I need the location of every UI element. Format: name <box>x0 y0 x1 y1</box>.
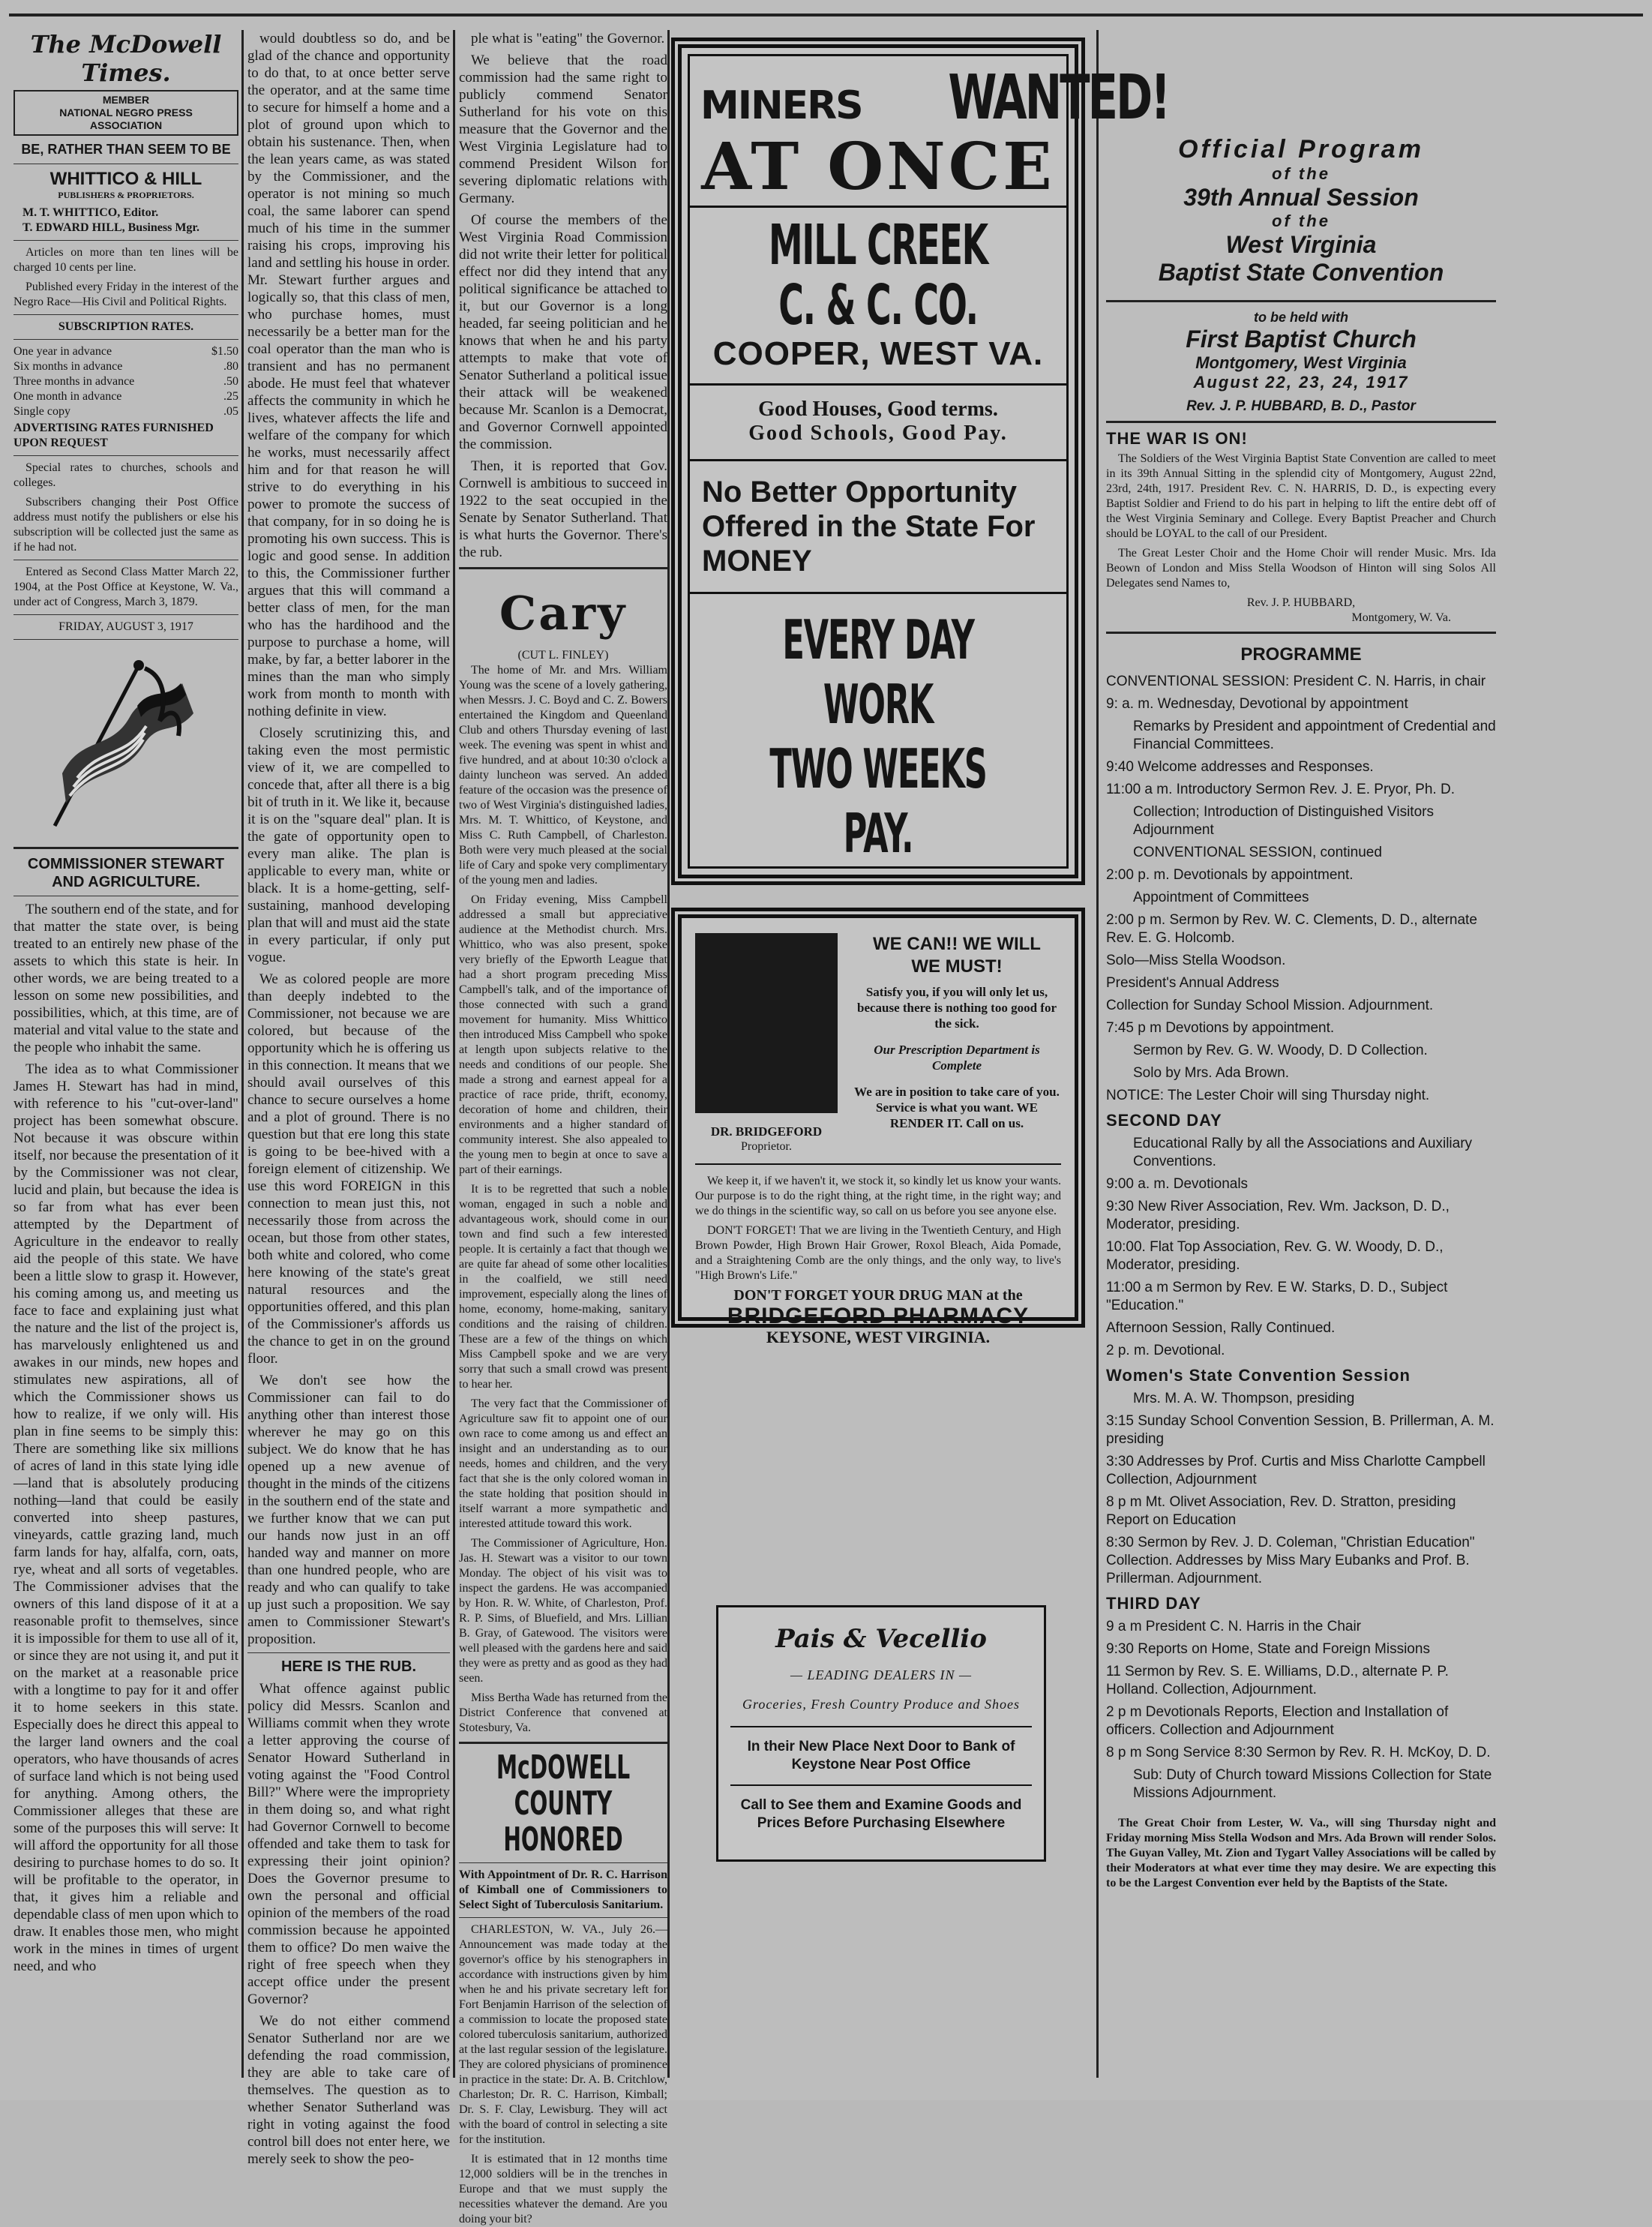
church-name: First Baptist Church <box>1186 326 1417 353</box>
program-state: West Virginia <box>1225 231 1377 258</box>
proprietor-title: Proprietor. <box>741 1140 792 1153</box>
pharmacy-name: BRIDGEFORD PHARMACY <box>727 1304 1030 1328</box>
article-paragraph: Then, it is reported that Gov. Cornwell is ambitious to succeed in 1922 to the seat occupied in the Senate by Senator Sutherland. That is what hurts the Governor. There's the rub. <box>459 458 667 560</box>
divider <box>13 847 238 849</box>
member-line: NATIONAL NEGRO PRESS <box>59 107 193 119</box>
programme-item: Sermon by Rev. G. W. Woody, D. D Collection. <box>1133 1043 1428 1058</box>
programme-item: President's Annual Address <box>1106 975 1279 991</box>
flag-icon <box>32 653 220 833</box>
satisfy-text: Satisfy you, if you will only let us, because there is nothing too good for the sick. <box>856 985 1057 1031</box>
programme-item: Solo—Miss Stella Woodson. <box>1106 953 1286 968</box>
programme-item: NOTICE: The Lester Choir will sing Thursday night. <box>1106 1088 1430 1103</box>
opportunity-line: Offered in the State For <box>702 510 1036 543</box>
programme-item: 9:30 Reports on Home, State and Foreign Missions <box>1106 1641 1430 1657</box>
programme-item: 2:00 p m. Sermon by Rev. W. C. Clements, D. D., alternate Rev. E. G. Holcomb. <box>1106 912 1477 946</box>
wanted-label: WANTED! <box>947 62 1168 134</box>
choir-text: The Great Lester Choir and the Home Choir will render Music. Mrs. Ida Beown of London and Miss Stella Woodson of Hinton will sing Solos All Delegates send Names to, <box>1106 547 1496 590</box>
rate-value: $1.50 <box>211 345 238 358</box>
prescription-text: Our Prescription Department is Complete <box>874 1043 1040 1073</box>
pais-place: In their New Place Next Door to Bank of Keystone Near Post Office <box>747 1739 1015 1772</box>
programme-item: 9:30 New River Association, Rev. Wm. Jackson, D. D., Moderator, presiding. <box>1106 1199 1450 1232</box>
article-paragraph: It is to be regretted that such a noble woman, engaged in such a noble and advantageous work, should come in our town and find such a few interested people. It is certainly a fact that though we are quite far ahead of some other localities in the coalfield, we still need improvement, especially along the lines of home, economy, home-making, sanitary conditions and the raising of children. These are a few of the things on which Miss Campbell spoke and we are very sorry that such a small crowd was present to hear her. <box>459 1183 667 1391</box>
rate-label: Six months in advance <box>13 360 123 373</box>
articles-note: Articles on more than ten lines will be charged 10 cents per line. <box>13 246 238 274</box>
pais-vecellio-ad <box>716 1605 1046 1862</box>
pharmacy-pitch <box>853 933 1061 1154</box>
column-rule <box>1096 30 1099 2078</box>
programme-item: Educational Rally by all the Associations and Auxiliary Conventions. <box>1133 1136 1473 1169</box>
programme-item: Remarks by President and appointment of Credential and Financial Committees. <box>1133 719 1496 752</box>
pharmacy-city: KEYSONE, WEST VIRGINIA. <box>766 1328 991 1346</box>
programme-item: 7:45 p m Devotions by appointment. <box>1106 1020 1335 1036</box>
divider <box>730 1726 1032 1727</box>
program-title: Official Program <box>1178 135 1424 164</box>
programme-item: 9: a. m. Wednesday, Devotional by appointment <box>1106 696 1408 712</box>
keep-text: We keep it, if we haven't it, we stock it, so kindly let us know your wants. Our purpose is to do the right thing, at the right time, in the right way; and we do things in the scientific way, so call on us before you see anyone else. <box>695 1175 1061 1217</box>
rate-label: One month in advance <box>13 390 122 403</box>
rate-label: Single copy <box>13 405 70 418</box>
article-paragraph: What offence against public policy did Messrs. Scanlon and Williams commit when they wrote a letter approving the course of Senator Howard Sutherland in voting against the "Food Control Bill?" Where were the impropriety in them doing so, and what right had Governor Cornwell to become offended and take them to task for expressing their joint opinion? Does the Governor presume to own the personal and official opinion of the members of the road commission because he appointed them to office? Do men waive the right of free speech when they accept office under the present Governor? <box>247 1681 450 2007</box>
divider <box>690 592 1066 594</box>
programme-item: 3:30 Addresses by Prof. Curtis and Miss Charlotte Campbell Collection, Adjournment <box>1106 1454 1486 1487</box>
pais-title: Pais & Vecellio <box>775 1624 987 1654</box>
member-line: MEMBER <box>102 94 150 106</box>
mcdowell-deck: With Appointment of Dr. R. C. Harrison of Kimball one of Commissioners to Select Sight of Tuberculosis Sanitarium. <box>459 1868 667 1911</box>
programme-item: 11:00 a m Sermon by Rev. E W. Starks, D. D., Subject "Education." <box>1106 1280 1448 1313</box>
pais-call: Call to See them and Examine Goods and Prices Before Purchasing Elsewhere <box>740 1797 1022 1831</box>
rates-header: SUBSCRIPTION RATES. <box>58 320 194 333</box>
firm-subtitle: PUBLISHERS & PROPRIETORS. <box>58 190 194 200</box>
cary-title: Cary <box>499 586 628 641</box>
programme-item: CONVENTIONAL SESSION: President C. N. Harris, in chair <box>1106 674 1486 689</box>
rates-list <box>13 344 238 419</box>
article-paragraph: We believe that the road commission had the same right to publicly commend Senator Sutherland for his vote on this measure that the Governor and the West Virginia Legislature had to commend President Wilson for severing diplomatic relations with Germany. <box>459 53 667 206</box>
article-headline: COMMISSIONER STEWART AND AGRICULTURE. <box>27 856 225 890</box>
pais-goods: Groceries, Fresh Country Produce and Shoes <box>742 1697 1020 1712</box>
divider <box>13 639 238 640</box>
local-news-column <box>459 30 667 2225</box>
proprietor-name: DR. BRIDGEFORD <box>710 1124 823 1139</box>
rate-value: .80 <box>223 360 238 373</box>
programme-item: 11 Sermon by Rev. S. E. Williams, D.D., alternate P. P. Holland. Collection, Adjournment. <box>1106 1664 1449 1697</box>
divider <box>459 567 667 569</box>
programme-item: 2 p m Devotionals Reports, Election and Installation of officers. Collection and Adjournment <box>1106 1704 1449 1738</box>
divider <box>1106 421 1496 423</box>
rate-row <box>13 404 238 419</box>
divider <box>459 1862 667 1863</box>
good-houses-line: Good Houses, Good terms. <box>758 398 998 421</box>
motto: BE, RATHER THAN SEEM TO BE <box>21 142 231 157</box>
rate-row <box>13 344 238 359</box>
held-with: to be held with <box>1254 310 1348 325</box>
masthead: The McDowell Times. <box>30 30 222 87</box>
miners-label: MINERS <box>700 83 862 128</box>
programme-item: 11:00 a m. Introductory Sermon Rev. J. E. Pryor, Ph. D. <box>1106 782 1455 797</box>
divider <box>1106 300 1496 302</box>
article-paragraph: It is estimated that in 12 months time 12,000 soldiers will be in the trenches in Europe and that we must supply the necessities whatever the demand. Are you doing your bit? <box>459 2153 667 2225</box>
programme-item: 8 p m Mt. Olivet Association, Rev. D. Stratton, presiding Report on Education <box>1106 1494 1456 1528</box>
at-once-label: AT ONCE <box>701 129 1055 205</box>
convention-dates: August 22, 23, 24, 1917 <box>1193 373 1409 392</box>
pastor-line: Rev. J. P. HUBBARD, B. D., Pastor <box>1186 398 1416 414</box>
divider <box>690 459 1066 461</box>
dont-forget-text: DON'T FORGET! That we are living in the Twentieth Century, and High Brown Powder, High Brown Hair Grower, Roxol Bleach, Aida Pomade, and a Straightening Comb are the only things, and the only way, to live's "High Brown's Life." <box>695 1224 1061 1282</box>
article-paragraph: The home of Mr. and Mrs. William Young was the scene of a lovely gathering, when Messrs. J. C. Boyd and C. Z. Bowers entertained the Kingdom and Queenland Club and others Thursday evening of last week. The evening was spent in whist and five hundred, and at about 10:30 o'clock a dainty luncheon was served. An added feature of the occasion was the presence of two of West Virginia's distinguished ladies, Mrs. M. T. Whittico, of Keystone, and Miss C. Ruth Campbell, of Charleston. Both were very much pleased at the social life of Cary and spoke very complimentary of the young men and ladies. <box>459 664 667 887</box>
programme-item: 2 p. m. Devotional. <box>1106 1343 1225 1358</box>
rate-row <box>13 389 238 404</box>
programme-day-heading: SECOND DAY <box>1106 1111 1222 1130</box>
program-title-of: of the <box>1272 212 1330 230</box>
every-day-line: TWO WEEKS PAY. <box>769 737 987 865</box>
rate-label: One year in advance <box>13 345 112 358</box>
programme-item: Collection; Introduction of Distinguished Visitors Adjournment <box>1133 804 1434 838</box>
manager-line: T. EDWARD HILL, Business Mgr. <box>22 221 200 234</box>
entered-note: Entered as Second Class Matter March 22, 1904, at the Post Office at Keystone, W. Va., under act of Congress, March 3, 1879. <box>13 566 238 608</box>
divider <box>247 1652 450 1653</box>
position-text: We are in position to take care of you. Service is what you want. WE RENDER IT. Call on us. <box>854 1085 1060 1130</box>
program-session: 39th Annual Session <box>1183 184 1419 211</box>
masthead-column <box>13 30 238 2078</box>
divider <box>459 1742 667 1744</box>
we-can-line: WE MUST! <box>911 956 1003 977</box>
programme-day-heading: THIRD DAY <box>1106 1594 1201 1613</box>
article-paragraph: CHARLESTON, W. VA., July 26.—Announcement was made today at the governor's office by his stenographers in accordance with instructions given by him when he and his private secretary left for Fort Benjamin Harrison of the selection of a commission to locate the proposed state colored tuberculosis sanitarium, authorized at the last regular session of the legislature. They are colored physicians of prominence in practice in the state: Dr. A. B. Critchlow, Charleston; Dr. R. C. Harrison, Kimball; Dr. S. F. Clay, Lewisburg. They will act with the board of control in selecting a site for the institution. <box>459 1923 667 2146</box>
cary-byline: (CUT L. FINLEY) <box>517 649 609 662</box>
special-rates: Special rates to churches, schools and colleges. <box>13 461 238 489</box>
member-line: ASSOCIATION <box>89 119 163 131</box>
rate-row <box>13 359 238 374</box>
program-title-of: of the <box>1272 164 1330 183</box>
divider <box>1106 632 1496 634</box>
mcdowell-headline: McDOWELL COUNTY <box>496 1748 631 1823</box>
send-city: Montgomery, W. Va. <box>1351 611 1451 624</box>
rate-label: Three months in advance <box>13 375 135 388</box>
programme-item: Mrs. M. A. W. Thompson, presiding <box>1133 1391 1355 1406</box>
programme-item: 2:00 p. m. Devotionals by appointment. <box>1106 867 1354 883</box>
opportunity-line: No Better Opportunity <box>702 476 1017 509</box>
column-rule <box>453 30 455 2078</box>
programme-item: 9:40 Welcome addresses and Responses. <box>1106 759 1374 775</box>
editor-line: M. T. WHITTICO, Editor. <box>22 206 159 219</box>
flag-illustration <box>13 646 238 841</box>
programme-item: Collection for Sunday School Mission. Adjournment. <box>1106 998 1434 1013</box>
programme-day-heading: Women's State Convention Session <box>1106 1366 1411 1385</box>
divider <box>730 1784 1032 1786</box>
company-name: MILL CREEK C. & C. CO. <box>768 213 988 338</box>
programme-item: 8:30 Sermon by Rev. J. D. Coleman, "Christian Education" Collection. Addresses by Miss Mary Eubanks and Prof. B. Prillerman. Adjournment. <box>1106 1535 1475 1586</box>
column-rule <box>241 30 244 2078</box>
divider <box>13 240 238 241</box>
divider <box>690 206 1066 208</box>
programme-item: Appointment of Committees <box>1133 890 1309 905</box>
article-paragraph: Closely scrutinizing this, and taking even the most permistic view of it, we are compelled to concede that, after all there is a big bit of truth in it. We like it, because it is on the "square deal" plan. It is the gate of opportunity open to every man alike. The plan is applicable to every man, white or black. It is a home-getting, self-sustaining, manhood developing plan that will and must aid the state in every particular, if only put vogue. <box>247 725 450 965</box>
ad-title-row <box>690 56 1168 134</box>
pais-dealers: — LEADING DEALERS IN — <box>790 1667 972 1682</box>
firm-name: WHITTICO & HILL <box>49 169 202 189</box>
programme-item: Afternoon Session, Rally Continued. <box>1106 1320 1336 1336</box>
rate-value: .25 <box>223 390 238 403</box>
top-rule <box>9 14 1643 17</box>
we-can-line: WE CAN!! WE WILL <box>873 934 1041 954</box>
editorial-column <box>247 30 450 2167</box>
war-text: The Soldiers of the West Virginia Baptist State Convention are called to meet in its 39th Annual Sitting in the splendid city of Montgomery, August 22nd, 23rd, 24th, 1917. President Rev. C. N. HARRIS, D. D., is expecting every Baptist Soldier and Friend to do his part in helping to lift the entire debt off of the West Virginia Seminary and College. Every Baptist Preacher and Church should be LOYAL to the call of our President. <box>1106 452 1496 540</box>
divider <box>13 614 238 615</box>
rub-headline: HERE IS THE RUB. <box>280 1658 417 1675</box>
company-location: COOPER, WEST VA. <box>712 335 1044 372</box>
article-paragraph: We don't see how the Commissioner can fail to do anything other than interest those wherever he may go on this subject. We do know that he has opened up a new avenue of thought in the minds of the citizens in the southern end of the state and we further know that we can put our hands now just in an off handed way and manner on more than one hundred people, who are ready and who can qualify to take up just such a proposition. We say amen to Commissioner Stewart's proposition. <box>247 1373 450 1647</box>
every-day-line: EVERY DAY WORK <box>782 608 974 736</box>
programme-item: 9:00 a. m. Devotionals <box>1106 1176 1249 1192</box>
article-paragraph: We as colored people are more than deeply indebted to the Commissioner, not because we are colored, but because of the opportunity which he is offering us in this connection. It means that we should avail ourselves of this chance to secure ourselves a home and a plot of ground. There is no question but that ere long this state is going to be bee-hived with a foreign element of citizenship. We use this word FOREIGN in this connection to mean just this, not necessarily those from across the ocean, but those from other states, both white and colored, who come here knowing of the state's great natural resources and the opportunities offered, and this plan of the Commissioner's affords us the chance to get in on the ground floor. <box>247 971 450 1367</box>
programme-title: PROGRAMME <box>1240 644 1362 665</box>
divider <box>13 455 238 456</box>
program-column <box>1106 135 1496 2078</box>
good-pay-line: Good Schools, Good Pay. <box>748 422 1008 445</box>
subscribers-note: Subscribers changing their Post Office address must notify the publishers or else his subscription will be collected just the same as if he had not. <box>13 496 238 554</box>
article-paragraph: would doubtless so do, and be glad of the chance and opportunity to do that, to at once better serve the operator, and at the same time to secure for himself a home and a plot of ground upon which to obtain his sustenance. Then, when the lean years came, as was stated by the Commissioner, and the operator is not mining so much coal, the same laborer can spend much of his time in the summer raising his crops, improving his land and settling his house in order. Mr. Stewart further argues and logically so, that this class of men, who purchase homes, must necessarily be a better man for the coal operator than the man who is transient and has no permanent abode. He must feel that whatever affects the community in which he lives, whatever affects the life and welfare of the company for which he works, must necessarily affect him and for that reason he will strive to do everything in his power to promote the success of that company, for in so doing he is promoting his own success. This is logic and good sense. In addition to this, the Commissioner further argues that this will command a better class of men, for the man who has the hardihood and the purpose to purchase a home, will make, by far, a better laborer in the mines than the man who simply work from month to month with nothing definite in view. <box>247 31 450 719</box>
pharmacy-top <box>682 918 1075 1154</box>
article-paragraph: Of course the members of the West Virginia Road Commission did not write their letter for political effect nor did they intend that any political significance be attached to it, but our Governor is a long headed, far seeing politician and he knows that when he and his party attempts to make that vote of Senator Sutherland a political issue their attack will be weakened because Mr. Scanlon is a Democrat, and Governor Cornwell appointed the commission. <box>459 212 667 452</box>
published-note: Published every Friday in the interest of the Negro Race—His Civil and Political Rights. <box>13 281 238 308</box>
proprietor-photo <box>695 933 838 1113</box>
divider <box>13 339 238 340</box>
divider <box>690 383 1066 386</box>
rate-value: .05 <box>223 405 238 418</box>
rate-value: .50 <box>223 375 238 388</box>
divider <box>459 1917 667 1918</box>
pharmacy-ad <box>671 908 1085 1346</box>
divider <box>13 314 238 315</box>
ad-inner-frame <box>688 54 1168 869</box>
closing-text: The Great Choir from Lester, W. Va., will sing Thursday night and Friday morning Miss Stella Wodson and Mrs. Ada Brown will render Solos. The Guyan Valley, Mt. Zion and Tygart Valley Associations will be called by their Moderators at what ever time they may desire. We are expecting this to be the Largest Convention ever held by the Baptists of the State. <box>1106 1817 1496 1889</box>
programme-item: 3:15 Sunday School Convention Session, B. Prillerman, A. M. presiding <box>1106 1413 1495 1447</box>
church-city: Montgomery, West Virginia <box>1195 353 1407 372</box>
opportunity-line: MONEY <box>702 545 812 578</box>
article-paragraph: Miss Bertha Wade has returned from the District Conference that convened at Stotesbury, Va. <box>459 1691 667 1734</box>
article-paragraph: The idea as to what Commissioner James H. Stewart has had in mind, with reference to his "cut-over-land" project has been somewhat obscure. Not because it was obscure within itself, nor because the presentation of it by the Commissioner was not clear, lucid and plain, but because the idea is so far from what has ever been attempted by the Department of Agriculture in the endeavor to really aid the people of this state. We have been a little slow to grasp it. However, his coming among us, and meeting us face to face and explaining just what the nature and the list of the project is, has marvelously enlightened us and awakes in our minds, new hopes and stimulates new aspirations, all of which the Commissioner shows us how to realize, if we only will. His plan in fine seems to be simply this: There are something like six millions of acres of land in this state lying idle—land that is absolutely producing nothing—land that could be easily converted into sheep pastures, vineyards, cattle grazing land, much farm lands for hay, alfalfa, corn, oats, rye, wheat and all sorts of vegetables. The Commissioner advises that the owners of this land dispose of it at a reasonable profit to themselves, since it is impossible for them to use all of it, or since they are not using it, and put it on the market at a reasonable price with a longtime to pay for it and offer it to home seekers in this state. Especially does he direct this appeal to the larger land owners and the coal operators, who have thousands of acres of surface land which is not being used for anything. Among others, the Commissioner alleges that these are some of the purposes this will serve: It will afford the opportunity for all those desiring to purchase homes to do so. It will be profitable to the operator, in that, it gives him a reliable and dependable class of men upon which to draw. It enables those men, who might work in the mines in times of urgent need, and who <box>13 1061 238 1974</box>
article-paragraph: On Friday evening, Miss Campbell addressed a small but appreciative audience at the Methodist church. Mrs. Whittico, who was also present, spoke very briefly of the Epworth League that had a short program preceding Miss Campbell's talk, and of the importance of those connected with such a grand movement for humanity. Miss Whittico then introduced Miss Campbell who spoke at length upon subjects relative to the needs and conditions of our people. She made a strong and earnest appeal for a practice of race pride, thrift, economy, decoration of home and children, their environments and a higher standard of community interest. She also appealed to the young men to begin at once to save a part of their earnings. <box>459 893 667 1176</box>
programme-item: Solo by Mrs. Ada Brown. <box>1133 1065 1290 1081</box>
programme-item: 8 p m Song Service 8:30 Sermon by Rev. R. H. McKoy, D. D. <box>1106 1745 1491 1760</box>
advertising-line: ADVERTISING RATES FURNISHED UPON REQUEST <box>13 422 214 449</box>
programme-item: Sub: Duty of Church toward Missions Collection for State Missions Adjournment. <box>1133 1767 1492 1801</box>
rate-row <box>13 374 238 389</box>
article-paragraph: The southern end of the state, and for that matter the state over, is being treated to an entirely new phase of the assets to which this state is heir. In other words, we are being treated to a lesson on some new possibilities, and possibilities, which, at this time, are of material and vital value to the state and the people who inhabit the same. <box>13 902 238 1055</box>
war-headline: THE WAR IS ON! <box>1106 429 1248 448</box>
proprietor-block <box>695 933 838 1154</box>
programme-list <box>1106 673 1496 1802</box>
article-paragraph: The very fact that the Commissioner of Agriculture saw fit to appoint one of our own race to come among us and effect an insight and an understanding as to our needs, homes and children, and the very fact that she is the only colored woman in the state holding that position should in itself warrant a more sympathetic and interested attitude toward this work. <box>459 1397 667 1530</box>
article-paragraph: The Commissioner of Agriculture, Hon. Jas. H. Stewart was a visitor to our town Monday. The object of his visit was to inspect the gardens. He was accompanied by Hon. R. W. White, of Charleston, Prof. R. P. Sims, of Bluefield, and Mrs. Lillian B. Gray, of Gatewood. The visitors were well pleased with the gardens here and said they were as pretty and as good as they had seen. <box>459 1537 667 1685</box>
divider <box>695 1163 1061 1165</box>
article-paragraph: ple what is "eating" the Governor. <box>471 31 665 47</box>
mcdowell-headline: HONORED <box>503 1820 623 1859</box>
programme-item: 9 a m President C. N. Harris in the Chair <box>1106 1619 1362 1634</box>
issue-date: FRIDAY, AUGUST 3, 1917 <box>58 620 193 633</box>
programme-item: 10:00. Flat Top Association, Rev. G. W. Woody, D. D., Moderator, presiding. <box>1106 1239 1444 1273</box>
send-names: Rev. J. P. HUBBARD, <box>1246 596 1356 609</box>
column-rule <box>667 30 670 2078</box>
programme-item: CONVENTIONAL SESSION, continued <box>1133 845 1382 860</box>
drug-man-line: DON'T FORGET YOUR DRUG MAN at the <box>733 1287 1023 1304</box>
program-convention: Baptist State Convention <box>1158 259 1444 286</box>
miners-wanted-ad <box>671 38 1168 885</box>
article-paragraph: We do not either commend Senator Sutherland nor are we defending the road commission, they are able to take care of themselves. The question as to whether Senator Sutherland was right in voting against the food control bill does not enter here, we merely seek to show the peo- <box>247 2013 450 2167</box>
member-box <box>13 90 238 136</box>
